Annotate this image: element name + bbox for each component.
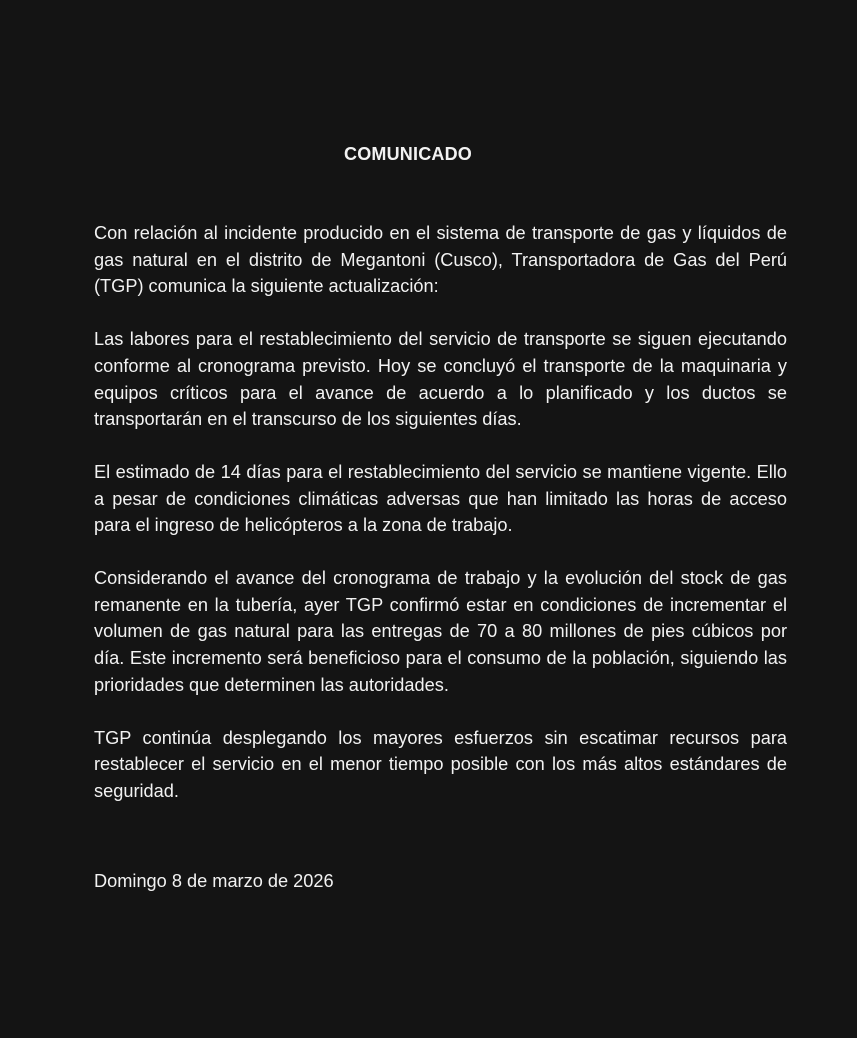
document-date: Domingo 8 de marzo de 2026 [94,871,334,891]
paragraph-time-estimate: El estimado de 14 días para el restablecimiento del servicio se mantiene vigente. Ello a pesar de condiciones climáticas adversas que han limitado las horas de acceso para el ingreso de helicópteros a la zona de trabajo. [94,461,787,536]
document-body [94,220,787,805]
paragraph-incident-context: Con relación al incidente producido en el sistema de transporte de gas y líquidos de gas natural en el distrito de Megantoni (Cusco), Transportadora de Gas del Perú (TGP) comunica la siguiente actualización: [94,223,787,297]
paragraph-gas-volume-increase: Considerando el avance del cronograma de trabajo y la evolución del stock de gas remanente en la tubería, ayer TGP confirmó estar en condiciones de incrementar el volumen de gas natural para las entregas de 70 a 80 millones de pies cúbicos por día. Este incremento será beneficioso para el consumo de la población, siguiendo las prioridades que determinen las autoridades. [94,568,787,695]
paragraph-restoration-work: Las labores para el restablecimiento del servicio de transporte se siguen ejecutando conforme al cronograma previsto. Hoy se concluyó el transporte de la maquinaria y equipos críticos para el avance de acuerdo a lo planificado y los ductos se transportarán en el transcurso de los siguientes días. [94,329,787,430]
document-title: COMUNICADO [344,144,472,164]
paragraph-commitment: TGP continúa desplegando los mayores esfuerzos sin escatimar recursos para restablecer el servicio en el menor tiempo posible con los más altos estándares de seguridad. [94,727,787,801]
